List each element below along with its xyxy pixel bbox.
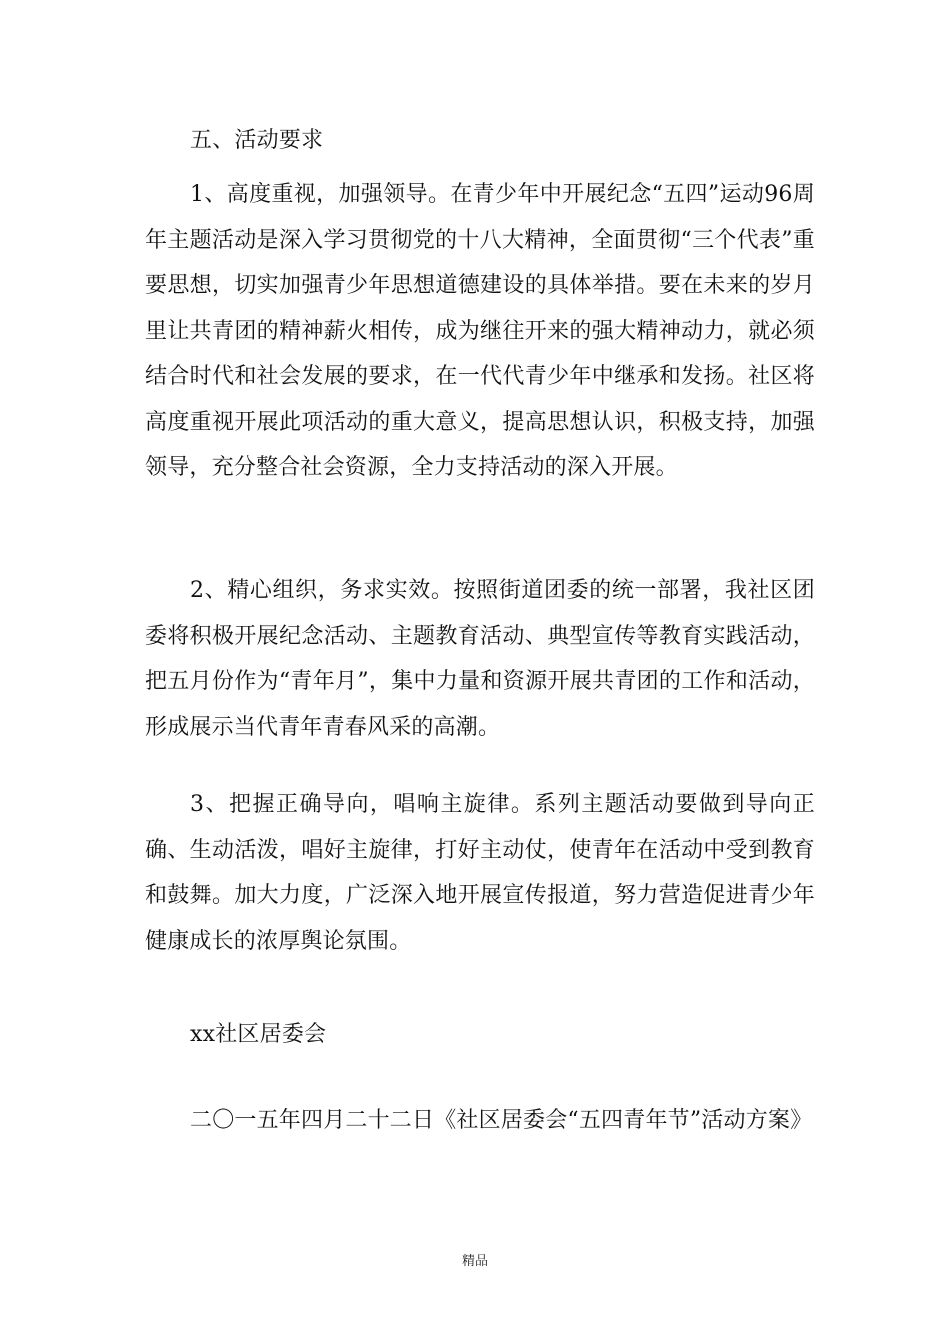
date-line [145, 1098, 815, 1144]
paragraph-1-text: 1、高度重视，加强领导。在青少年中开展纪念“五四”运动96周年主题活动是深入学习贯彻党的十八大精神，全面贯彻“三个代表”重要思想，切实加强青少年思想道德建设的具体举措。要在未来的岁月里让共青团的精神薪火相传，成为继往开来的强大精神动力，就必须结合时代和社会发展的要求，在一代代青少年中继承和发扬。社区将高度重视开展此项活动的重大意义，提高思想认识，积极支持，加强领导，充分整合社会资源，全力支持活动的深入开展。 [145, 182, 815, 480]
section-heading-text: 五、活动要求 [190, 128, 324, 153]
paragraph-1 [145, 172, 815, 491]
signature-text: xx社区居委会 [190, 1022, 327, 1047]
signature [145, 1012, 815, 1058]
section-heading [145, 118, 815, 164]
paragraph-2-text: 2、精心组织，务求实效。按照街道团委的统一部署，我社区团委将积极开展纪念活动、主题教育活动、典型宣传等教育实践活动，把五月份作为“青年月”，集中力量和资源开展共青团的工作和活动，形成展示当代青年青春风采的高潮。 [145, 578, 815, 740]
date-line-text: 二〇一五年四月二十二日《社区居委会“五四青年节”活动方案》 [190, 1108, 813, 1133]
paragraph-3-text: 3、把握正确导向，唱响主旋律。系列主题活动要做到导向正确、生动活泼，唱好主旋律，打好主动仗，使青年在活动中受到教育和鼓舞。加大力度，广泛深入地开展宣传报道，努力营造促进青少年健康成长的浓厚舆论氛围。 [145, 792, 815, 954]
paragraph-2 [145, 568, 815, 750]
page-footer: 精品 [461, 1254, 488, 1269]
paragraph-3 [145, 782, 815, 964]
